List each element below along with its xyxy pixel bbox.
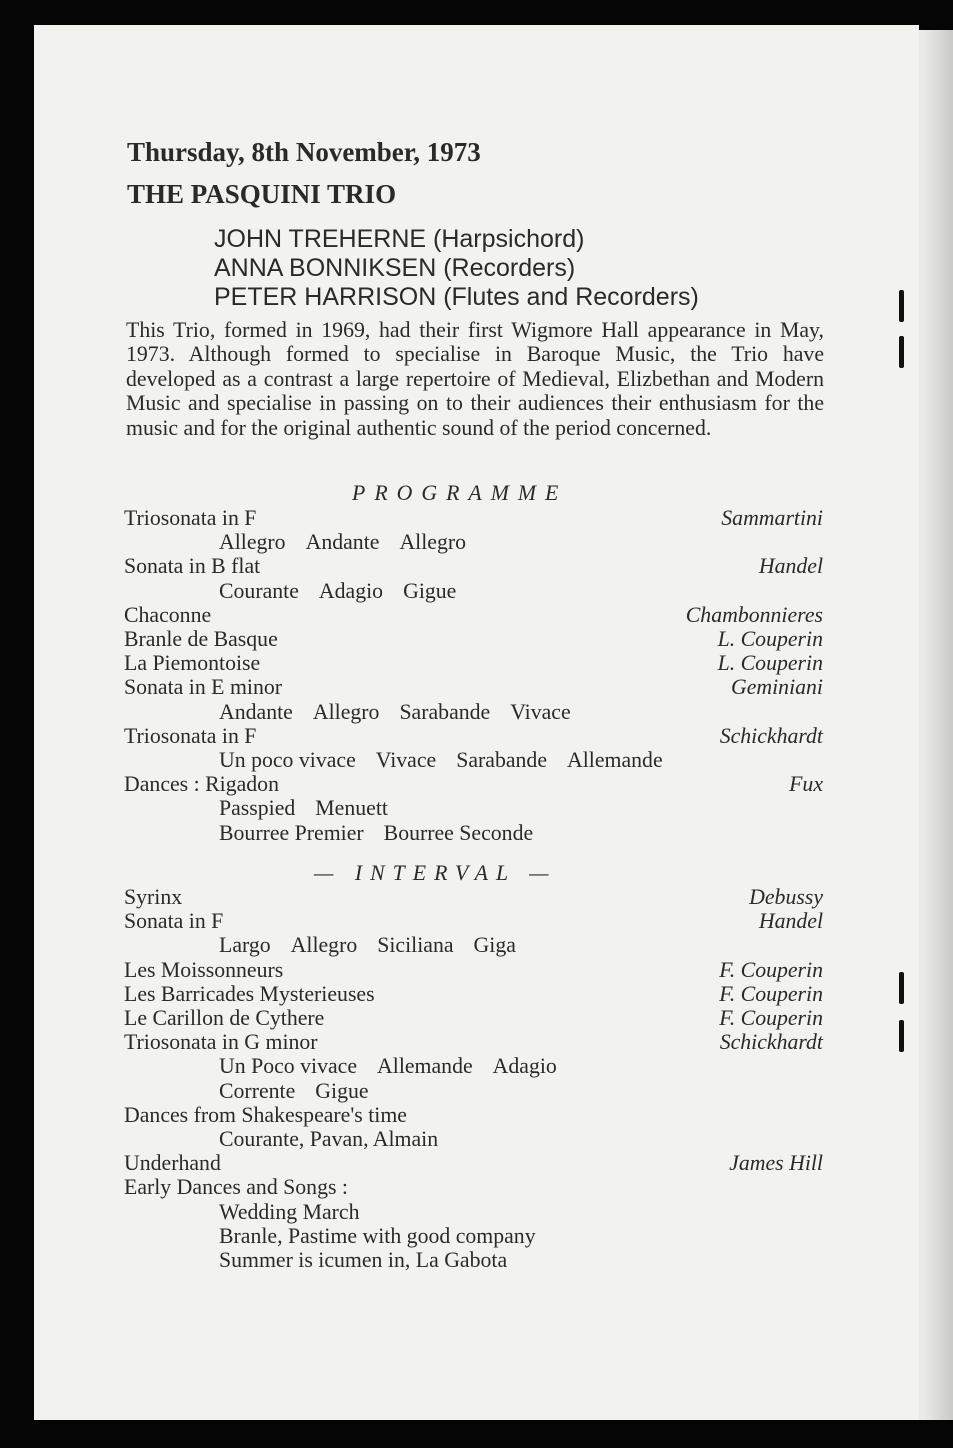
interval-heading: — INTERVAL — — [314, 861, 557, 885]
movement-list — [219, 933, 536, 958]
intro-paragraph: This Trio, formed in 1969, had their first Wigmore Hall appearance in May, 1973. Although formed to specialise in Baroque Music, the Trio have developed as a contrast a large repertoire of Medieval, Elizbethan and Modern Music and specialise in passing on to their audiences their enthusiasm for the music and for the original authentic sound of the period concerned. — [126, 318, 824, 440]
performer-3: PETER HARRISON (Flutes and Recorders) — [214, 283, 699, 311]
composer-name: Schickhardt — [719, 723, 823, 748]
piece-title: Dances from Shakespeare's time — [124, 1102, 407, 1127]
movement: Andante — [219, 699, 293, 724]
movement: Largo — [219, 933, 271, 958]
movement: Branle, Pastime with good company — [219, 1223, 536, 1248]
movement: Gigue — [403, 578, 457, 603]
piece-title: Les Barricades Mysterieuses — [124, 981, 375, 1006]
piece-title: Le Carillon de Cythere — [124, 1006, 325, 1030]
concert-date: Thursday, 8th November, 1973 — [127, 137, 481, 167]
movement: Adagio — [318, 578, 384, 603]
movement-list — [219, 796, 408, 821]
movement-list — [219, 748, 683, 773]
movement-list — [219, 1054, 577, 1079]
movement: Andante — [305, 530, 380, 555]
composer-name: L. Couperin — [717, 651, 823, 676]
piece-title: Underhand — [124, 1151, 221, 1176]
binding-mark — [899, 972, 904, 1004]
composer-name: Handel — [758, 554, 823, 579]
piece-title: Chaconne — [124, 602, 212, 627]
composer-name: Fux — [789, 772, 823, 797]
movement: Vivace — [375, 748, 437, 772]
composer-name: Handel — [758, 909, 823, 934]
movement: Corrente — [219, 1078, 296, 1103]
performer-2: ANNA BONNIKSEN (Recorders) — [214, 254, 576, 282]
movement-list — [219, 579, 476, 604]
binding-mark — [899, 290, 904, 322]
movement-list — [219, 700, 591, 725]
movement-list — [219, 530, 486, 555]
movement: Sarabande — [399, 699, 491, 724]
binding-mark — [899, 1020, 904, 1052]
movement: Giga — [473, 933, 516, 958]
movement: Allemande — [567, 748, 663, 772]
composer-name: F. Couperin — [719, 1006, 823, 1030]
composer-name: F. Couperin — [719, 981, 823, 1006]
piece-title: La Piemontoise — [124, 651, 261, 676]
movement: Adagio — [492, 1054, 557, 1079]
movement-list — [219, 1127, 458, 1152]
bleed-through-text — [664, 133, 670, 159]
movement: Allemande — [377, 1054, 473, 1079]
composer-name: Debussy — [749, 885, 823, 909]
piece-title: Triosonata in G minor — [124, 1030, 318, 1055]
piece-title: Branle de Basque — [124, 627, 278, 651]
piece-title: Triosonata in F — [124, 506, 257, 530]
movement: Passpied — [219, 796, 296, 821]
movement: Siciliana — [377, 933, 454, 958]
composer-name: F. Couperin — [719, 957, 823, 982]
movement: Un Poco vivace — [219, 1054, 358, 1079]
composer-name: Geminiani — [730, 675, 823, 700]
composer-name: L. Couperin — [717, 627, 823, 651]
composer-name: Schickhardt — [719, 1030, 823, 1055]
composer-name: Sammartini — [721, 506, 823, 530]
movement: Allegro — [399, 530, 467, 555]
movement-list — [219, 821, 553, 846]
movement: Bourree Premier — [219, 820, 364, 845]
movement: Wedding March — [219, 1199, 360, 1224]
movement: Sarabande — [456, 748, 547, 772]
piece-title: Early Dances and Songs : — [124, 1175, 348, 1200]
composer-name: James Hill — [729, 1151, 823, 1176]
movement: Courante — [219, 578, 299, 603]
programme-page — [34, 25, 919, 1420]
programme-heading: PROGRAMME — [352, 481, 568, 505]
movement-list — [219, 1248, 527, 1273]
piece-title: Dances : Rigadon — [124, 772, 279, 797]
binding-mark — [899, 336, 904, 368]
piece-title: Triosonata in F — [124, 723, 257, 748]
movement: Allegro — [219, 530, 286, 555]
movement-list — [219, 1224, 556, 1249]
piece-title: Les Moissonneurs — [124, 957, 284, 982]
movement: Allegro — [290, 933, 358, 958]
composer-name: Chambonnieres — [685, 602, 823, 627]
movement: Un poco vivace — [219, 748, 356, 772]
performer-1: JOHN TREHERNE (Harpsichord) — [214, 225, 585, 253]
ensemble-name: THE PASQUINI TRIO — [127, 179, 397, 209]
movement: Summer is icumen in, La Gabota — [219, 1248, 508, 1272]
movement: Menuett — [315, 796, 388, 821]
piece-title: Sonata in E minor — [124, 675, 283, 700]
movement: Gigue — [315, 1078, 369, 1103]
movement-list — [219, 1079, 389, 1104]
piece-title: Syrinx — [124, 885, 183, 909]
movement: Vivace — [510, 699, 571, 724]
movement: Allegro — [312, 699, 380, 724]
movement-list — [219, 1200, 380, 1225]
piece-title: Sonata in F — [124, 909, 224, 934]
piece-title: Sonata in B flat — [124, 554, 261, 579]
movement: Courante, Pavan, Almain — [219, 1127, 439, 1151]
movement: Bourree Seconde — [383, 820, 534, 845]
